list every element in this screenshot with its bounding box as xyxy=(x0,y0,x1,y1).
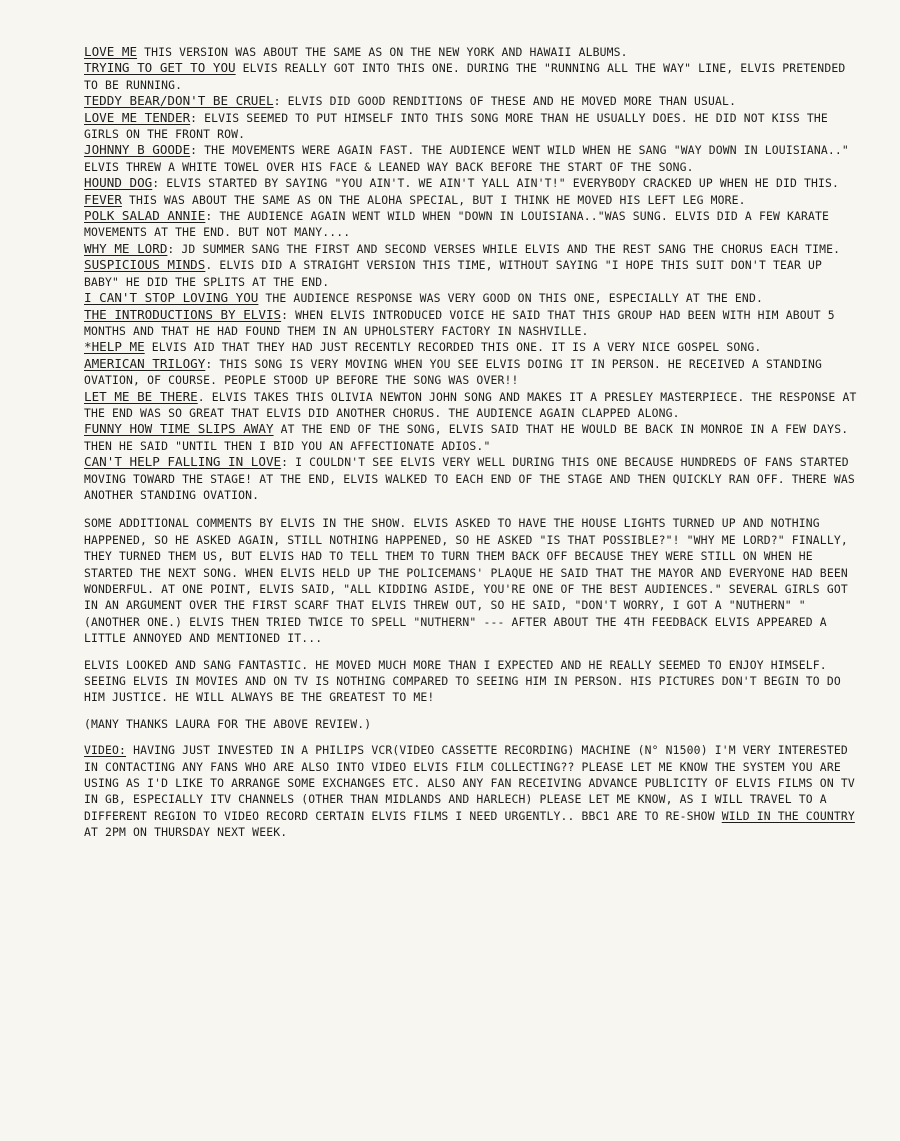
song-entry xyxy=(84,192,860,208)
song-separator: : xyxy=(281,307,296,322)
song-title: JOHNNY B GOODE xyxy=(84,142,191,158)
song-separator: : xyxy=(273,94,288,109)
song-entry xyxy=(84,257,860,290)
song-review-list xyxy=(84,44,860,503)
song-separator: : xyxy=(190,110,205,125)
song-comment: ELVIS DID GOOD RENDITIONS OF THESE AND HE MOVED MORE THAN USUAL. xyxy=(287,94,737,109)
video-label: VIDEO: xyxy=(84,743,127,758)
song-entry xyxy=(84,421,860,454)
song-separator: . xyxy=(205,258,220,273)
song-entry xyxy=(84,290,860,306)
song-comment: THE MOVEMENTS WERE AGAIN FAST. THE AUDIENCE WENT WILD WHEN HE SANG "WAY DOWN IN LOUISIANA.." ELVIS THREW A WHITE TOWEL OVER HIS FACE & LEANED WAY BACK BEFORE THE START OF THE SONG. xyxy=(84,143,849,174)
song-comment: ELVIS AID THAT THEY HAD JUST RECENTLY RECORDED THIS ONE. IT IS A VERY NICE GOSPEL SONG. xyxy=(151,340,762,355)
song-separator: : xyxy=(205,356,220,371)
video-text: HAVING JUST INVESTED IN A PHILIPS VCR(VIDEO CASSETTE RECORDING) MACHINE (N° N1500) I'M VERY INTERESTED IN CONTACTING ANY FANS WHO ARE ALSO INTO VIDEO ELVIS FILM COLLECTING?? PLEASE LET ME KNOW THE SYSTEM YOU ARE USING AS I'D LIKE TO ARRANGE SOME EXCHANGES ETC. ALSO ANY FAN RECEIVING ADVANCE PUBLICITY OF ELVIS FILMS ON TV IN GB, ESPECIALLY ITV CHANNELS (OTHER THAN MIDLANDS AND HARLECH) PLEASE LET ME KNOW, AS I WILL TRAVEL TO A DIFFERENT REGION TO VIDEO RECORD CERTAIN ELVIS FILMS I NEED URGENTLY.. BBC1 ARE TO RE-SHOW xyxy=(84,743,855,823)
song-entry xyxy=(84,339,860,355)
song-separator: : xyxy=(167,241,182,256)
song-title: LOVE ME TENDER xyxy=(84,109,191,125)
film-title: WILD IN THE COUNTRY xyxy=(721,808,855,823)
video-text-end: AT 2PM ON THURSDAY NEXT WEEK. xyxy=(84,825,288,840)
song-separator xyxy=(122,193,129,207)
song-entry xyxy=(84,208,860,241)
song-separator: : xyxy=(205,209,220,224)
song-comment: THE AUDIENCE RESPONSE WAS VERY GOOD ON THIS ONE, ESPECIALLY AT THE END. xyxy=(265,291,763,306)
song-comment: ELVIS DID A STRAIGHT VERSION THIS TIME, WITHOUT SAYING "I HOPE THIS SUIT DON'T TEAR UP BABY" HE DID THE SPLITS AT THE END. xyxy=(84,258,823,289)
song-entry xyxy=(84,60,860,93)
song-title: SUSPICIOUS MINDS xyxy=(84,257,206,273)
song-title: POLK SALAD ANNIE xyxy=(84,208,206,224)
song-entry xyxy=(84,307,860,340)
song-separator xyxy=(236,61,243,75)
summary-paragraph: ELVIS LOOKED AND SANG FANTASTIC. HE MOVED MUCH MORE THAN I EXPECTED AND HE REALLY SEEMED TO ENJOY HIMSELF. SEEING ELVIS IN MOVIES AND ON TV IS NOTHING COMPARED TO SEEING HIM IN PERSON. HIS PICTURES DON'T BEGIN TO DO HIM JUSTICE. HE WILL ALWAYS BE THE GREATEST TO ME! xyxy=(84,657,841,705)
song-comment: AT THE END OF THE SONG, ELVIS SAID THAT HE WOULD BE BACK IN MONROE IN A FEW DAYS. THEN HE SAID "UNTIL THEN I BID YOU AN AFFECTIONATE ADIOS." xyxy=(84,422,849,453)
song-comment: WHEN ELVIS INTRODUCED VOICE HE SAID THAT THIS GROUP HAD BEEN WITH HIM ABOUT 5 MONTHS AND THAT HE HAD FOUND THEM IN AN UPHOLSTERY FACTORY IN NASHVILLE. xyxy=(84,307,835,338)
song-title: THE INTRODUCTIONS BY ELVIS xyxy=(84,306,282,322)
song-entry xyxy=(84,241,860,257)
song-entry xyxy=(84,110,860,143)
song-comment: ELVIS STARTED BY SAYING "YOU AIN'T. WE AIN'T YALL AIN'T!" EVERYBODY CRACKED UP WHEN HE DID THIS. xyxy=(166,176,840,191)
song-comment: ELVIS SEEMED TO PUT HIMSELF INTO THIS SONG MORE THAN HE USUALLY DOES. HE DID NOT KISS THE GIRLS ON THE FRONT ROW. xyxy=(84,110,828,142)
credit-line: (MANY THANKS LAURA FOR THE ABOVE REVIEW.) xyxy=(84,716,372,731)
song-title: TRYING TO GET TO YOU xyxy=(84,60,236,76)
song-comment: THE AUDIENCE AGAIN WENT WILD WHEN "DOWN IN LOUISIANA.."WAS SUNG. ELVIS DID A FEW KARATE MOVEMENTS AT THE END. BUT NOT MANY.... xyxy=(84,209,830,240)
song-title: AMERICAN TRILOGY xyxy=(84,355,206,371)
song-entry xyxy=(84,175,860,191)
song-entry xyxy=(84,44,860,60)
song-separator: : xyxy=(152,176,167,191)
song-separator xyxy=(145,340,152,354)
song-title: LOVE ME xyxy=(84,44,138,59)
song-comment: THIS SONG IS VERY MOVING WHEN YOU SEE ELVIS DOING IT IN PERSON. HE RECEIVED A STANDING OVATION, OF COURSE. PEOPLE STOOD UP BEFORE THE SONG WAS OVER!! xyxy=(84,356,823,388)
song-comment: THIS VERSION WAS ABOUT THE SAME AS ON THE NEW YORK AND HAWAII ALBUMS. xyxy=(144,45,628,59)
song-comment: ELVIS REALLY GOT INTO THIS ONE. DURING THE "RUNNING ALL THE WAY" LINE, ELVIS PRETENDED TO BE RUNNING. xyxy=(84,61,846,92)
song-title: *HELP ME xyxy=(84,339,145,355)
song-separator: : xyxy=(281,455,296,470)
song-title: I CAN'T STOP LOVING YOU xyxy=(84,290,259,306)
song-title: HOUND DOG xyxy=(84,175,153,191)
song-title: LET ME BE THERE xyxy=(84,388,198,404)
song-entry xyxy=(84,93,860,109)
song-comment: I COULDN'T SEE ELVIS VERY WELL DURING THIS ONE BECAUSE HUNDREDS OF FANS STARTED MOVING TOWARD THE STAGE! AT THE END, ELVIS WALKED TO EACH END OF THE STAGE AND THEN QUICKLY RAN OFF. THERE WAS ANOTHER STANDING OVATION. xyxy=(84,455,855,502)
song-entry xyxy=(84,389,860,422)
song-entry xyxy=(84,142,860,175)
song-comment: JD SUMMER SANG THE FIRST AND SECOND VERSES WHILE ELVIS AND THE REST SANG THE CHORUS EACH TIME. xyxy=(181,241,841,256)
song-entry xyxy=(84,356,860,389)
song-title: WHY ME LORD xyxy=(84,240,168,256)
video-notice xyxy=(84,742,860,840)
song-comment: THIS WAS ABOUT THE SAME AS ON THE ALOHA SPECIAL, BUT I THINK HE MOVED HIS LEFT LEG MORE. xyxy=(128,192,746,207)
song-title: TEDDY BEAR/DON'T BE CRUEL xyxy=(84,93,274,109)
song-separator: . xyxy=(197,389,212,404)
song-title: CAN'T HELP FALLING IN LOVE xyxy=(84,454,282,470)
song-title: FUNNY HOW TIME SLIPS AWAY xyxy=(84,421,274,437)
song-entry xyxy=(84,454,860,503)
song-separator: : xyxy=(190,143,205,158)
additional-comments: SOME ADDITIONAL COMMENTS BY ELVIS IN THE SHOW. ELVIS ASKED TO HAVE THE HOUSE LIGHTS TURNED UP AND NOTHING HAPPENED, SO HE ASKED AGAIN, STILL NOTHING HAPPENED, SO HE ASKED "IS THAT POSSIBLE?"! "WHY ME LORD?" FINALLY, THEY TURNED THEM US, BUT ELVIS HAD TO TELL THEM TO TURN THEM BACK OFF BECAUSE THEY WERE STILL ON WHEN HE STARTED THE NEXT SONG. WHEN ELVIS HELD UP THE POLICEMANS' PLAQUE HE SAID THAT THE MAYOR AND EVERYONE HAD BEEN WONDERFUL. AT ONE POINT, ELVIS SAID, "ALL KIDDING ASIDE, YOU'RE ONE OF THE BEST AUDIENCES." SEVERAL GIRLS GOT IN AN ARGUMENT OVER THE FIRST SCARF THAT ELVIS THREW OUT, SO HE SAID, "DON'T WORRY, I GOT A "NUTHERN" " (ANOTHER ONE.) ELVIS THEN TRIED TWICE TO SPELL "NUTHERN" --- AFTER ABOUT THE 4TH FEEDBACK ELVIS APPEARED A LITTLE ANNOYED AND MENTIONED IT... xyxy=(84,516,848,646)
song-title: FEVER xyxy=(84,191,122,207)
song-comment: ELVIS TAKES THIS OLIVIA NEWTON JOHN SONG AND MAKES IT A PRESLEY MASTERPIECE. THE RESPONSE AT THE END WAS SO GREAT THAT ELVIS DID ANOTHER CHORUS. THE AUDIENCE AGAIN CLAPPED ALONG. xyxy=(84,389,857,420)
song-separator xyxy=(274,422,281,436)
